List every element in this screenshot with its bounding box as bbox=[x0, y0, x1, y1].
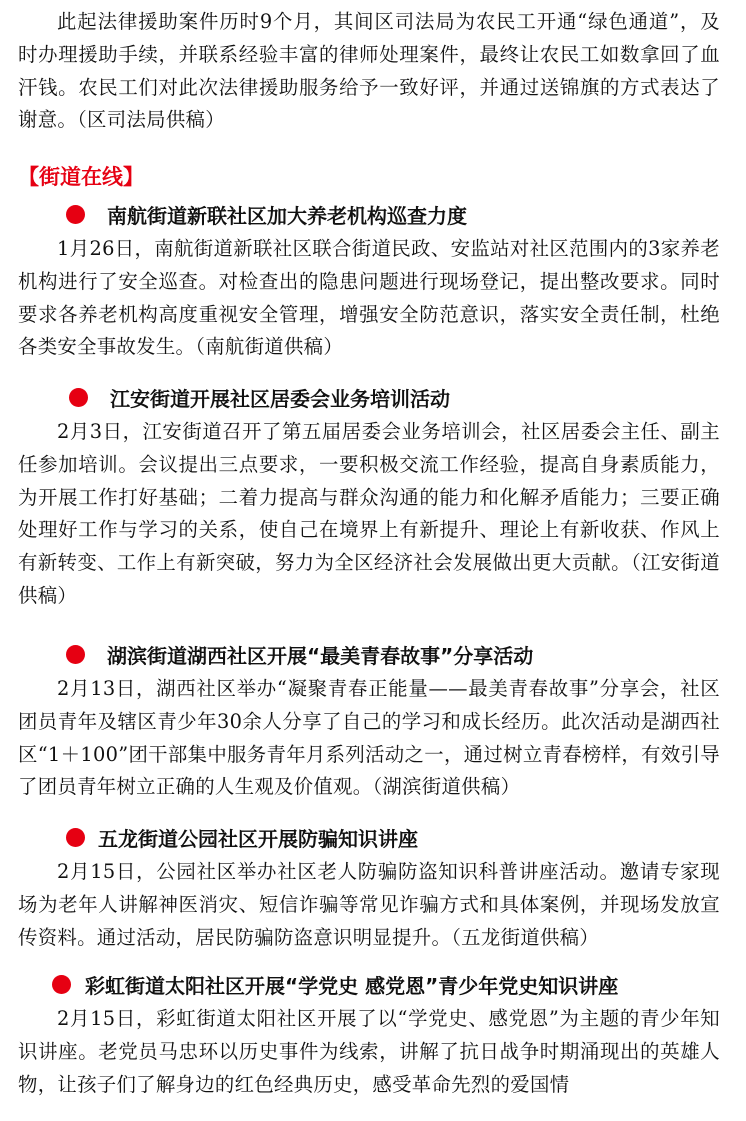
intro-paragraph: 此起法律援助案件历时9个月，其间区司法局为农民工开通“绿色通道”，及时办理援助手续，并联系经验丰富的律师处理案件，最终让农民工如数拿回了血汗钱。农民工们对此次法律援助服务给予一致好评，并通过送锦旗的方式表达了谢意。（区司法局供稿） bbox=[18, 10, 720, 132]
news-title: 南航街道新联社区加大养老机构巡查力度 bbox=[107, 203, 467, 228]
news-title: 彩虹街道太阳社区开展“学党史 感党恩”青少年党史知识讲座 bbox=[85, 973, 619, 998]
news-headline bbox=[66, 197, 467, 231]
news-title: 湖滨街道湖西社区开展“最美青春故事”分享活动 bbox=[107, 643, 534, 668]
bullet-icon bbox=[52, 975, 71, 994]
news-body: 2月3日，江安街道召开了第五届居委会业务培训会，社区居委会主任、副主任参加培训。会议提出三点要求，一要积极交流工作经验，提高自身素质能力，为开展工作打好基础；二着力提高与群众沟通的能力和化解矛盾能力；三要正确处理好工作与学习的关系，使自己在境界上有新提升、理论上有新收获、作风上有新转变、工作上有新突破，努力为全区经济社会发展做出更大贡献。（江安街道供稿） bbox=[18, 420, 720, 607]
section-title: 【街道在线】 bbox=[18, 165, 144, 189]
news-body: 2月13日，湖西社区举办“凝聚青春正能量——最美青春故事”分享会，社区团员青年及辖区青少年30余人分享了自己的学习和成长经历。此次活动是湖西社区“1＋100”团干部集中服务青年月系列活动之一，通过树立青春榜样，有效引导了团员青年树立正确的人生观及价值观。（湖滨街道供稿） bbox=[18, 677, 720, 799]
news-headline bbox=[52, 967, 618, 1001]
news-title: 五龙街道公园社区开展防骗知识讲座 bbox=[98, 826, 418, 851]
news-body: 1月26日，南航街道新联社区联合街道民政、安监站对社区范围内的3家养老机构进行了安全巡查。对检查出的隐患问题进行现场登记，提出整改要求。同时要求各养老机构高度重视安全管理，增强安全防范意识，落实安全责任制，杜绝各类安全事故发生。（南航街道供稿） bbox=[18, 237, 720, 359]
news-body: 2月15日，公园社区举办社区老人防骗防盗知识科普讲座活动。邀请专家现场为老年人讲解神医消灾、短信诈骗等常见诈骗方式和具体案例，并现场发放宣传资料。通过活动，居民防骗防盗意识明显提升。（五龙街道供稿） bbox=[18, 860, 720, 949]
news-headline bbox=[69, 380, 450, 414]
news-headline bbox=[66, 637, 533, 671]
news-title: 江安街道开展社区居委会业务培训活动 bbox=[110, 386, 450, 411]
bullet-icon bbox=[69, 388, 88, 407]
news-headline bbox=[66, 820, 418, 854]
news-body: 2月15日，彩虹街道太阳社区开展了以“学党史、感党恩”为主题的青少年知识讲座。老党员马忠环以历史事件为线索，讲解了抗日战争时期涌现出的英雄人物，让孩子们了解身边的红色经典历史，感受革命先烈的爱国情 bbox=[18, 1007, 720, 1096]
bullet-icon bbox=[66, 828, 85, 847]
bullet-icon bbox=[66, 205, 85, 224]
bullet-icon bbox=[66, 645, 85, 664]
